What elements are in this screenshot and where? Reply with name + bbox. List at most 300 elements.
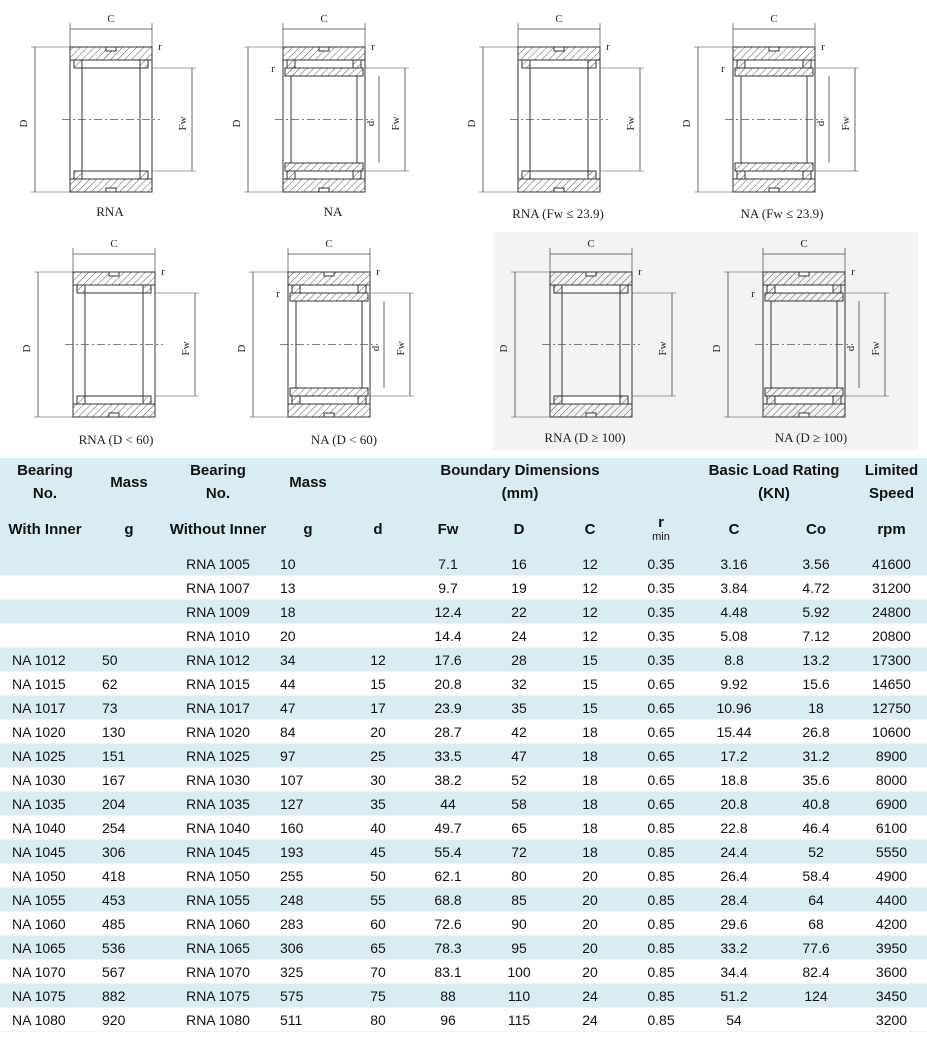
dimension-c-label: C (107, 13, 115, 25)
cell-mass-with: 130 (90, 720, 168, 744)
cell-load-c: 8.8 (692, 648, 776, 672)
subheader-without-inner: Without Inner (168, 506, 268, 552)
cell-mass-with: 536 (90, 936, 168, 960)
subheader-d: d (348, 506, 408, 552)
cell-fw: 72.6 (408, 912, 488, 936)
cell-r-min: 0.65 (630, 792, 692, 816)
cell-with-inner-no: NA 1035 (0, 792, 90, 816)
cell-width-c: 12 (550, 552, 630, 576)
cell-r-min: 0.35 (630, 552, 692, 576)
cell-with-inner-no (0, 552, 90, 576)
cell-load-co: 58.4 (776, 864, 856, 888)
table-row (0, 840, 927, 864)
cell-speed: 31200 (856, 576, 927, 600)
cell-with-inner-no: NA 1045 (0, 840, 90, 864)
cell-bore-d: 15 (348, 672, 408, 696)
dimension-r-label: r (376, 266, 380, 278)
cell-mass-without: 84 (268, 720, 348, 744)
header-spacer (348, 458, 408, 506)
cell-mass-without: 20 (268, 624, 348, 648)
cell-fw: 14.4 (408, 624, 488, 648)
cell-width-c: 15 (550, 672, 630, 696)
cell-width-c: 20 (550, 912, 630, 936)
cell-fw: 55.4 (408, 840, 488, 864)
subheader-co: Co (776, 506, 856, 552)
dimension-r-label: r (638, 266, 642, 278)
cell-without-inner-no: RNA 1060 (168, 912, 268, 936)
header-boundary-dimensions: Boundary Dimensions (mm) (408, 458, 692, 506)
header-basic-load-rating: Basic Load Rating (KN) (692, 458, 856, 506)
dimension-inner-r-label: r (751, 288, 755, 300)
cell-bore-d: 65 (348, 936, 408, 960)
cell-with-inner-no: NA 1075 (0, 984, 90, 1008)
cell-load-c: 28.4 (692, 888, 776, 912)
diagram-caption: NA (D < 60) (310, 432, 378, 447)
cell-load-co: 46.4 (776, 816, 856, 840)
cell-bore-d: 70 (348, 960, 408, 984)
cell-r-min: 0.35 (630, 600, 692, 624)
cell-mass-with: 567 (90, 960, 168, 984)
cell-width-c: 20 (550, 888, 630, 912)
dimension-r-label: r (606, 41, 610, 53)
bearing-drawings (0, 0, 927, 458)
cell-without-inner-no: RNA 1045 (168, 840, 268, 864)
cell-fw: 23.9 (408, 696, 488, 720)
cell-load-c: 54 (692, 1008, 776, 1032)
cell-without-inner-no: RNA 1080 (168, 1008, 268, 1032)
cell-load-co (776, 1008, 856, 1032)
dimension-fw-label: Fw (180, 341, 192, 356)
cell-with-inner-no: NA 1025 (0, 744, 90, 768)
cell-width-c: 20 (550, 864, 630, 888)
cell-width-c: 18 (550, 720, 630, 744)
cell-mass-with: 453 (90, 888, 168, 912)
subheader-rpm: rpm (856, 506, 927, 552)
cell-load-co: 4.72 (776, 576, 856, 600)
cell-r-min: 0.65 (630, 720, 692, 744)
dimension-outer-d-label: D (236, 344, 248, 353)
cell-mass-without: 10 (268, 552, 348, 576)
cell-mass-without: 160 (268, 816, 348, 840)
table-row (0, 984, 927, 1008)
inner-ring-top (285, 68, 363, 76)
subheader-outer-d: D (488, 506, 550, 552)
cell-load-c: 51.2 (692, 984, 776, 1008)
header-mass: Mass (90, 458, 168, 506)
dimension-fw-label: Fw (177, 116, 189, 131)
subheader-r-min (630, 506, 692, 552)
cell-outer-d: 32 (488, 672, 550, 696)
cell-fw: 33.5 (408, 744, 488, 768)
cell-speed: 17300 (856, 648, 927, 672)
needle-roller-top (745, 60, 803, 68)
cell-load-co: 13.2 (776, 648, 856, 672)
cell-mass-without: 511 (268, 1008, 348, 1032)
cell-outer-d: 24 (488, 624, 550, 648)
cell-with-inner-no (0, 600, 90, 624)
subheader-width-c: C (550, 506, 630, 552)
cell-mass-without: 248 (268, 888, 348, 912)
dimension-inner-r-label: r (721, 63, 725, 75)
cell-width-c: 12 (550, 624, 630, 648)
cell-with-inner-no (0, 624, 90, 648)
needle-roller-top (300, 285, 358, 293)
cell-mass-with (90, 624, 168, 648)
cell-mass-with: 151 (90, 744, 168, 768)
cell-fw: 49.7 (408, 816, 488, 840)
cell-load-c: 33.2 (692, 936, 776, 960)
cell-mass-without: 47 (268, 696, 348, 720)
cell-with-inner-no: NA 1060 (0, 912, 90, 936)
needle-roller-bottom (562, 396, 620, 404)
bearing-diagram (479, 23, 644, 192)
cell-bore-d: 75 (348, 984, 408, 1008)
cell-width-c: 24 (550, 1008, 630, 1032)
cell-speed: 4900 (856, 864, 927, 888)
cell-outer-d: 19 (488, 576, 550, 600)
needle-roller-top (82, 60, 140, 68)
cell-bore-d: 55 (348, 888, 408, 912)
cell-load-co: 31.2 (776, 744, 856, 768)
cell-mass-without: 283 (268, 912, 348, 936)
cell-outer-d: 42 (488, 720, 550, 744)
table-row (0, 744, 927, 768)
table-row (0, 768, 927, 792)
cell-load-c: 22.8 (692, 816, 776, 840)
subheader-g-2: g (268, 506, 348, 552)
diagram-caption: NA (D ≥ 100) (774, 430, 848, 445)
cell-bore-d: 30 (348, 768, 408, 792)
cell-without-inner-no: RNA 1040 (168, 816, 268, 840)
diagram-caption: RNA (Fw ≤ 23.9) (512, 206, 604, 221)
cell-fw: 78.3 (408, 936, 488, 960)
needle-roller-bottom (295, 171, 353, 179)
cell-outer-d: 65 (488, 816, 550, 840)
cell-load-co: 7.12 (776, 624, 856, 648)
cell-speed: 6100 (856, 816, 927, 840)
cell-without-inner-no: RNA 1030 (168, 768, 268, 792)
cell-outer-d: 47 (488, 744, 550, 768)
cell-r-min: 0.85 (630, 1008, 692, 1032)
cell-outer-d: 100 (488, 960, 550, 984)
dimension-outer-d-label: D (466, 119, 478, 128)
table-row (0, 792, 927, 816)
cell-load-co: 68 (776, 912, 856, 936)
bearing-diagram (34, 248, 199, 417)
cell-mass-with: 73 (90, 696, 168, 720)
cell-with-inner-no: NA 1012 (0, 648, 90, 672)
cell-r-min: 0.85 (630, 864, 692, 888)
table-row (0, 696, 927, 720)
header-bearing-with: Bearing No. (0, 458, 90, 506)
cell-bore-d: 17 (348, 696, 408, 720)
cell-load-co: 5.92 (776, 600, 856, 624)
cell-bore-d: 50 (348, 864, 408, 888)
cell-speed: 5550 (856, 840, 927, 864)
cell-r-min: 0.65 (630, 768, 692, 792)
cell-outer-d: 28 (488, 648, 550, 672)
dimension-fw-label: Fw (840, 116, 852, 131)
cell-load-c: 10.96 (692, 696, 776, 720)
cell-bore-d (348, 552, 408, 576)
dimension-outer-d-label: D (18, 119, 30, 128)
table-header (0, 458, 927, 552)
cell-r-min: 0.85 (630, 960, 692, 984)
cell-speed: 6900 (856, 792, 927, 816)
cell-width-c: 20 (550, 936, 630, 960)
cell-bore-d: 25 (348, 744, 408, 768)
cell-mass-without: 34 (268, 648, 348, 672)
cell-width-c: 20 (550, 960, 630, 984)
cell-mass-with (90, 600, 168, 624)
cell-bore-d (348, 600, 408, 624)
cell-outer-d: 72 (488, 840, 550, 864)
needle-roller-bottom (745, 171, 803, 179)
cell-with-inner-no: NA 1055 (0, 888, 90, 912)
dimension-bore-d-label: d (845, 345, 857, 352)
cell-bore-d: 80 (348, 1008, 408, 1032)
table-row (0, 600, 927, 624)
dimension-c-label: C (110, 238, 118, 250)
table-row (0, 672, 927, 696)
subheader-load-c: C (692, 506, 776, 552)
cell-outer-d: 90 (488, 912, 550, 936)
needle-roller-top (85, 285, 143, 293)
cell-r-min: 0.35 (630, 648, 692, 672)
cell-width-c: 15 (550, 696, 630, 720)
cell-mass-with: 418 (90, 864, 168, 888)
table-row (0, 552, 927, 576)
table-row (0, 864, 927, 888)
cell-with-inner-no: NA 1040 (0, 816, 90, 840)
cell-outer-d: 110 (488, 984, 550, 1008)
cell-bore-d: 20 (348, 720, 408, 744)
needle-roller-bottom (85, 396, 143, 404)
cell-bore-d: 40 (348, 816, 408, 840)
cell-load-c: 17.2 (692, 744, 776, 768)
cell-fw: 83.1 (408, 960, 488, 984)
cell-r-min: 0.85 (630, 984, 692, 1008)
cell-bore-d: 35 (348, 792, 408, 816)
cell-width-c: 12 (550, 600, 630, 624)
cell-fw: 9.7 (408, 576, 488, 600)
cell-r-min: 0.35 (630, 624, 692, 648)
cell-speed: 8900 (856, 744, 927, 768)
header-mass-2: Mass (268, 458, 348, 506)
cell-outer-d: 52 (488, 768, 550, 792)
table-body (0, 552, 927, 1032)
subheader-min: min (652, 531, 670, 543)
cell-with-inner-no: NA 1017 (0, 696, 90, 720)
cell-with-inner-no: NA 1070 (0, 960, 90, 984)
cell-load-c: 29.6 (692, 912, 776, 936)
dimension-c-label: C (800, 238, 808, 250)
inner-ring-top (735, 68, 813, 76)
dimension-fw-label: Fw (390, 116, 402, 131)
dimension-r-label: r (161, 266, 165, 278)
cell-mass-with: 882 (90, 984, 168, 1008)
diagram-caption: RNA (D ≥ 100) (544, 430, 626, 445)
cell-speed: 3600 (856, 960, 927, 984)
cell-fw: 12.4 (408, 600, 488, 624)
cell-bore-d (348, 576, 408, 600)
cell-mass-with: 254 (90, 816, 168, 840)
cell-without-inner-no: RNA 1025 (168, 744, 268, 768)
needle-roller-bottom (530, 171, 588, 179)
cell-without-inner-no: RNA 1005 (168, 552, 268, 576)
needle-roller-top (562, 285, 620, 293)
drawings-svg (0, 0, 927, 458)
cell-load-co: 18 (776, 696, 856, 720)
header-limited-speed: Limited Speed (856, 458, 927, 506)
dimension-r-label: r (371, 41, 375, 53)
dimension-outer-d-label: D (711, 344, 723, 353)
cell-bore-d (348, 624, 408, 648)
cell-mass-without: 575 (268, 984, 348, 1008)
cell-load-c: 5.08 (692, 624, 776, 648)
dimension-c-label: C (555, 13, 563, 25)
cell-mass-with: 306 (90, 840, 168, 864)
table-row (0, 648, 927, 672)
cell-speed: 12750 (856, 696, 927, 720)
cell-mass-without: 97 (268, 744, 348, 768)
diagram-caption: NA (Fw ≤ 23.9) (740, 206, 824, 221)
cell-mass-without: 44 (268, 672, 348, 696)
cell-load-c: 15.44 (692, 720, 776, 744)
diagram-caption: RNA (D < 60) (78, 432, 154, 447)
cell-load-c: 26.4 (692, 864, 776, 888)
cell-fw: 96 (408, 1008, 488, 1032)
table-row (0, 720, 927, 744)
cell-mass-with: 167 (90, 768, 168, 792)
cell-with-inner-no: NA 1030 (0, 768, 90, 792)
cell-load-co: 77.6 (776, 936, 856, 960)
needle-roller-top (295, 60, 353, 68)
cell-r-min: 0.85 (630, 888, 692, 912)
table-row (0, 912, 927, 936)
bearing-diagram (31, 23, 196, 192)
cell-width-c: 18 (550, 744, 630, 768)
cell-with-inner-no: NA 1050 (0, 864, 90, 888)
cell-mass-without: 13 (268, 576, 348, 600)
inner-ring-bottom (735, 163, 813, 171)
cell-r-min: 0.35 (630, 576, 692, 600)
inner-ring-bottom (285, 163, 363, 171)
cell-mass-without: 193 (268, 840, 348, 864)
cell-mass-with: 920 (90, 1008, 168, 1032)
cell-fw: 38.2 (408, 768, 488, 792)
cell-with-inner-no: NA 1020 (0, 720, 90, 744)
cell-r-min: 0.85 (630, 840, 692, 864)
cell-mass-without: 107 (268, 768, 348, 792)
cell-outer-d: 85 (488, 888, 550, 912)
subheader-r: r (658, 514, 664, 531)
dimension-fw-label: Fw (395, 341, 407, 356)
cell-fw: 44 (408, 792, 488, 816)
cell-speed: 3200 (856, 1008, 927, 1032)
cell-with-inner-no: NA 1015 (0, 672, 90, 696)
cell-mass-with (90, 552, 168, 576)
cell-r-min: 0.65 (630, 744, 692, 768)
cell-load-c: 9.92 (692, 672, 776, 696)
table-row (0, 576, 927, 600)
inner-ring-top (290, 293, 368, 301)
cell-speed: 4200 (856, 912, 927, 936)
cell-speed: 8000 (856, 768, 927, 792)
cell-load-co: 52 (776, 840, 856, 864)
cell-outer-d: 22 (488, 600, 550, 624)
cell-r-min: 0.65 (630, 672, 692, 696)
dimension-c-label: C (770, 13, 778, 25)
cell-speed: 4400 (856, 888, 927, 912)
needle-roller-bottom (82, 171, 140, 179)
needle-roller-top (530, 60, 588, 68)
cell-load-co: 124 (776, 984, 856, 1008)
cell-mass-with: 50 (90, 648, 168, 672)
cell-without-inner-no: RNA 1010 (168, 624, 268, 648)
cell-width-c: 18 (550, 768, 630, 792)
dimension-r-label: r (158, 41, 162, 53)
cell-mass-without: 306 (268, 936, 348, 960)
cell-speed: 24800 (856, 600, 927, 624)
cell-mass-with: 204 (90, 792, 168, 816)
cell-mass-with: 62 (90, 672, 168, 696)
cell-bore-d: 12 (348, 648, 408, 672)
cell-fw: 62.1 (408, 864, 488, 888)
table-row (0, 1008, 927, 1032)
dimension-inner-r-label: r (276, 288, 280, 300)
dimension-r-label: r (821, 41, 825, 53)
dimension-outer-d-label: D (681, 119, 693, 128)
dimension-bore-d-label: d (365, 120, 377, 127)
cell-outer-d: 16 (488, 552, 550, 576)
bearing-diagram (244, 23, 409, 192)
cell-load-co: 35.6 (776, 768, 856, 792)
cell-width-c: 18 (550, 840, 630, 864)
cell-bore-d: 45 (348, 840, 408, 864)
dimension-r-label: r (851, 266, 855, 278)
cell-load-c: 3.84 (692, 576, 776, 600)
cell-load-co: 26.8 (776, 720, 856, 744)
cell-speed: 10600 (856, 720, 927, 744)
cell-load-c: 34.4 (692, 960, 776, 984)
cell-mass-without: 325 (268, 960, 348, 984)
cell-load-co: 82.4 (776, 960, 856, 984)
cell-with-inner-no (0, 576, 90, 600)
cell-mass-with (90, 576, 168, 600)
cell-without-inner-no: RNA 1050 (168, 864, 268, 888)
cell-r-min: 0.85 (630, 912, 692, 936)
cell-load-c: 4.48 (692, 600, 776, 624)
dimension-c-label: C (325, 238, 333, 250)
dimension-fw-label: Fw (625, 116, 637, 131)
cell-fw: 68.8 (408, 888, 488, 912)
cell-r-min: 0.85 (630, 936, 692, 960)
cell-without-inner-no: RNA 1009 (168, 600, 268, 624)
cell-without-inner-no: RNA 1070 (168, 960, 268, 984)
inner-ring-bottom (765, 388, 843, 396)
cell-without-inner-no: RNA 1007 (168, 576, 268, 600)
cell-mass-without: 18 (268, 600, 348, 624)
dimension-outer-d-label: D (498, 344, 510, 353)
table-row (0, 888, 927, 912)
cell-outer-d: 115 (488, 1008, 550, 1032)
cell-fw: 88 (408, 984, 488, 1008)
bearing-diagram (249, 248, 414, 417)
diagram-caption: RNA (96, 204, 124, 219)
cell-speed: 41600 (856, 552, 927, 576)
cell-outer-d: 80 (488, 864, 550, 888)
